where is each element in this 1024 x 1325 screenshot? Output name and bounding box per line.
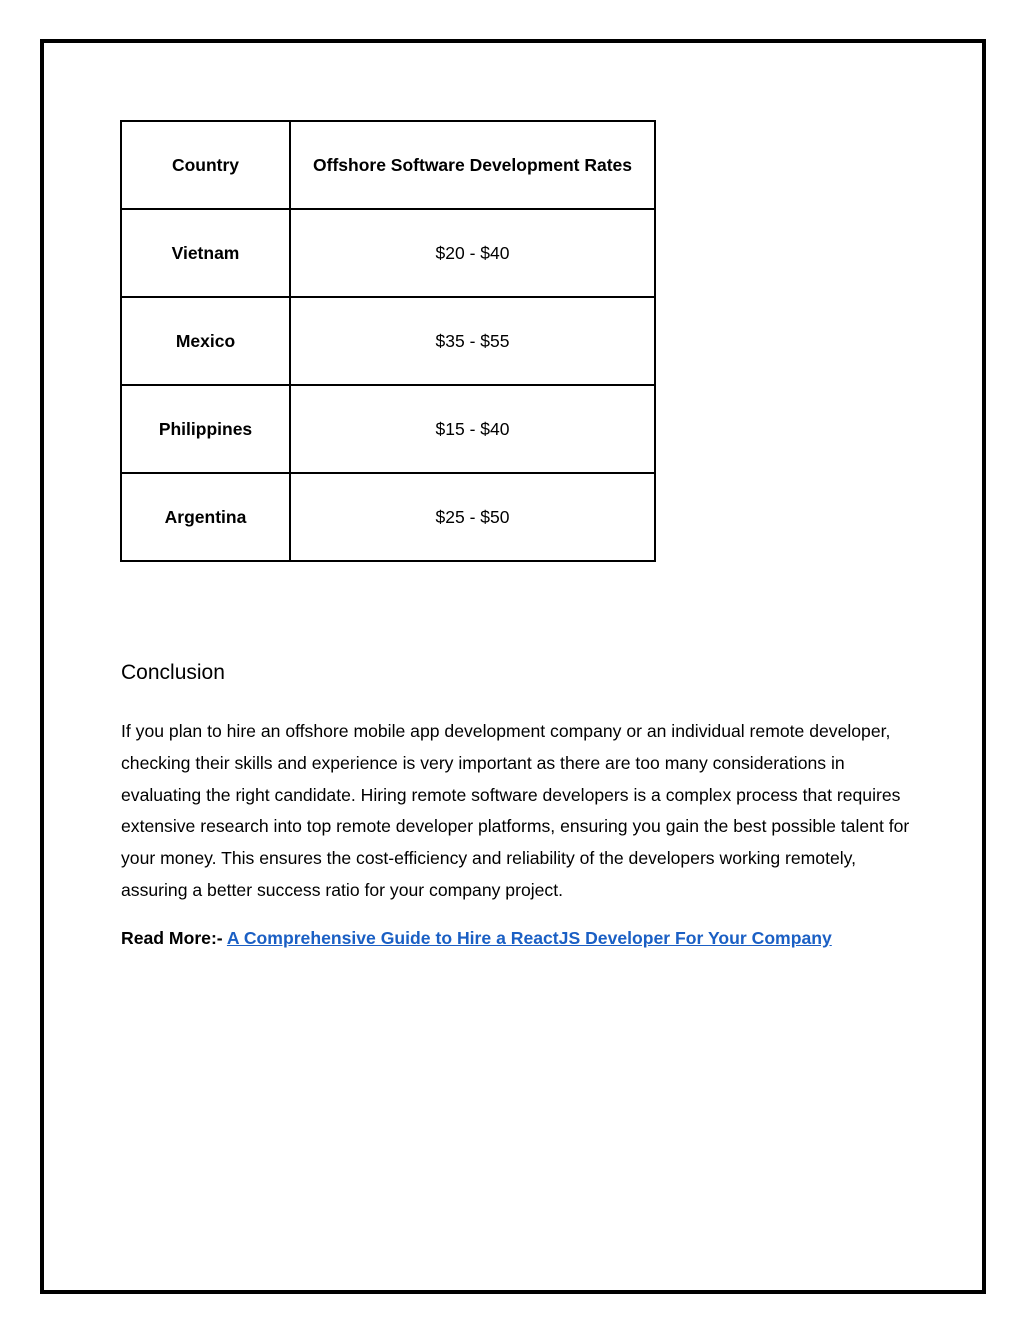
rates-column-header: Offshore Software Development Rates — [290, 121, 655, 209]
rate-cell: $20 - $40 — [290, 209, 655, 297]
table-row — [121, 297, 655, 385]
country-cell: Argentina — [121, 473, 290, 561]
table-header-row — [121, 121, 655, 209]
rates-table — [120, 120, 656, 562]
rate-cell: $15 - $40 — [290, 385, 655, 473]
table-row — [121, 209, 655, 297]
country-cell: Vietnam — [121, 209, 290, 297]
conclusion-paragraph: If you plan to hire an offshore mobile app development company or an individual remote developer, checking their skills and experience is very important as there are too many considerations in evaluating the right candidate. Hiring remote software developers is a complex process that requires extensive research into top remote developer platforms, ensuring you gain the best possible talent for your money. This ensures the cost-efficiency and reliability of the developers working remotely, assuring a better success ratio for your company project. — [121, 721, 910, 900]
read-more-link[interactable]: A Comprehensive Guide to Hire a ReactJS Developer For Your Company — [226, 928, 832, 948]
conclusion-heading: Conclusion — [121, 661, 225, 684]
read-more-label: Read More:- — [121, 928, 227, 948]
country-cell: Mexico — [121, 297, 290, 385]
read-more-line — [121, 928, 832, 949]
rate-cell: $25 - $50 — [290, 473, 655, 561]
rate-cell: $35 - $55 — [290, 297, 655, 385]
country-cell: Philippines — [121, 385, 290, 473]
table-row — [121, 385, 655, 473]
country-column-header: Country — [121, 121, 290, 209]
table-row — [121, 473, 655, 561]
